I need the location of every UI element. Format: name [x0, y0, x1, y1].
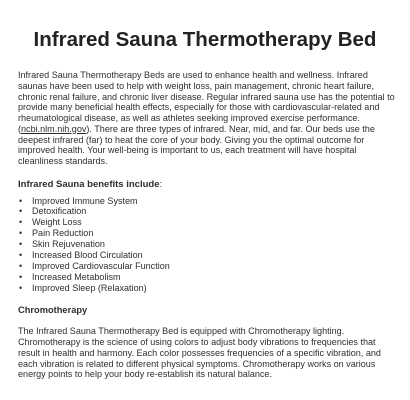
- bullet-icon: •: [19, 260, 23, 271]
- list-item: [18, 272, 396, 283]
- benefits-list: [18, 196, 396, 294]
- list-item: [18, 206, 396, 217]
- list-item-label: Improved Sleep (Relaxation): [32, 282, 147, 293]
- intro-text-start: Infrared Sauna Thermotherapy Beds are used to enhance health and wellness. Infrared saunas have been used to help with weight loss, pain management, chronic heart failure, chronic renal failure, and chronic liver disease. Regular infrared sauna use has the potential to provide many beneficial health effects, especially for those with cardiovascular-related and rheumatological disease, as well as athletes seeking improved exercise performance. (: [18, 70, 395, 134]
- bullet-icon: •: [19, 195, 23, 206]
- benefits-heading-colon: :: [159, 178, 163, 190]
- list-item-label: Weight Loss: [32, 217, 82, 228]
- list-item: [18, 250, 396, 261]
- list-item: [18, 228, 396, 239]
- list-item: [18, 217, 396, 228]
- list-item-label: Improved Immune System: [32, 195, 138, 206]
- bullet-icon: •: [19, 228, 23, 239]
- bullet-icon: •: [19, 250, 23, 261]
- chromotherapy-paragraph: The Infrared Sauna Thermotherapy Bed is equipped with Chromotherapy lighting. Chromotherapy is the science of using colors to adjust body vibrations to frequencies that result in health and harmony. Each color possesses frequencies of a specific vibration, and each vibration is related to different physical symptoms. Chromotherapy works on various energy points to help your body re-establish its natural balance.: [18, 326, 381, 380]
- article-body: [18, 70, 396, 380]
- list-item-label: Increased Blood Circulation: [32, 250, 143, 261]
- benefits-heading-text: Infrared Sauna benefits include: [18, 178, 160, 190]
- list-item-label: Detoxification: [32, 206, 87, 217]
- bullet-icon: •: [19, 217, 23, 228]
- list-item: [18, 239, 396, 250]
- page-title: Infrared Sauna Thermotherapy Bed: [33, 28, 377, 51]
- list-item-label: Increased Metabolism: [32, 271, 121, 282]
- bullet-icon: •: [19, 271, 23, 282]
- chromotherapy-heading: Chromotherapy: [18, 304, 88, 315]
- list-item-label: Skin Rejuvenation: [32, 239, 105, 250]
- list-item: [18, 196, 396, 207]
- source-link[interactable]: ncbi.nlm.nih.gov: [21, 123, 87, 134]
- list-item-label: Improved Cardiovascular Function: [32, 260, 170, 271]
- benefits-heading: [18, 180, 396, 191]
- intro-paragraph: [18, 70, 396, 167]
- list-item-label: Pain Reduction: [32, 228, 94, 239]
- bullet-icon: •: [19, 282, 23, 293]
- list-item: [18, 283, 396, 294]
- intro-text-end: ). There are three types of infrared. Near, mid, and far. Our beds use the deepest infrared (far) to heat the core of your body. Giving you the optimal outcome for improved health. Your well-being is important to us, each treatment will have hospital cleanliness standards.: [18, 123, 375, 166]
- list-item: [18, 261, 396, 272]
- bullet-icon: •: [19, 206, 23, 217]
- bullet-icon: •: [19, 239, 23, 250]
